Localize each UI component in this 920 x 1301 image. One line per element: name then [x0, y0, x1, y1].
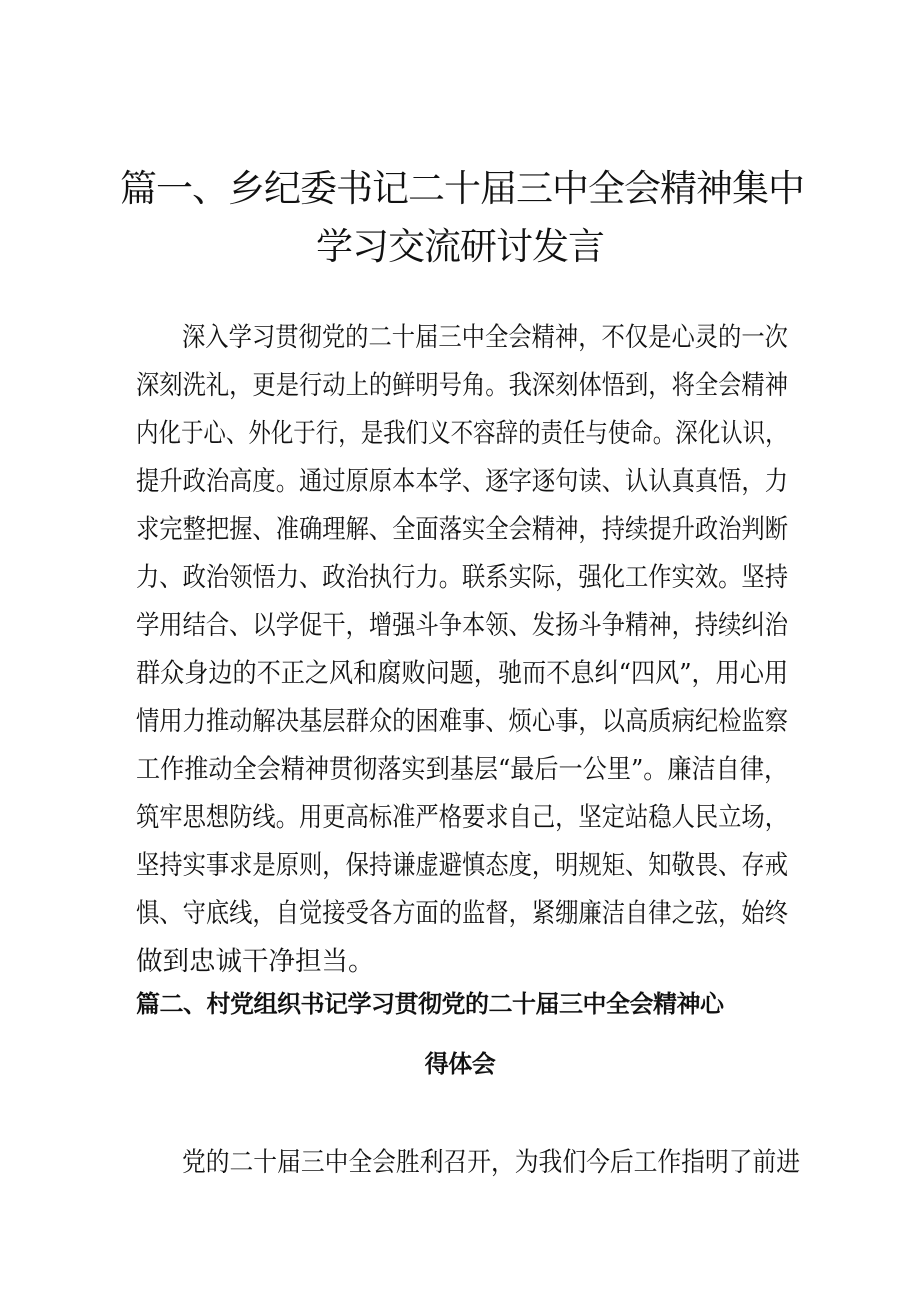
body-line: 坚持实事求是原则，保持谦虚避慎态度，明规矩、知敬畏、存戒: [136, 850, 788, 881]
body-line: 惧、守底线，自觉接受各方面的监督，紧绷廉洁自律之弦，始终: [136, 898, 788, 929]
body-line: 力、政治领悟力、政治执行力。联系实际，强化工作实效。坚持: [136, 562, 788, 593]
article1-title-line2: 学习交流研讨发言: [316, 225, 604, 268]
body-line: 筑牢思想防线。用更高标准严格要求自己，坚定站稳人民立场，: [136, 802, 788, 833]
body-line: 深入学习贯彻党的二十届三中全会精神，不仅是心灵的一次: [182, 322, 788, 353]
article2-body-first-line: 党的二十届三中全会胜利召开，为我们今后工作指明了前进: [182, 1147, 801, 1178]
body-line: 群众身边的不正之风和腐败问题，驰而不息纠“四风”，用心用: [136, 658, 789, 689]
body-line: 工作推动全会精神贯彻落实到基层“最后一公里”。廉洁自律，: [136, 754, 789, 785]
body-line: 学用结合、以学促干，增强斗争本领、发扬斗争精神，持续纠治: [136, 610, 788, 641]
body-line: 提升政治高度。通过原原本本学、逐字逐句读、认认真真悟，力: [136, 466, 788, 497]
article2-title-line1: 篇二、村党组织书记学习贯彻党的二十届三中全会精神心: [136, 990, 724, 1018]
article1-title-line1: 篇一、乡纪委书记二十届三中全会精神集中: [120, 167, 804, 210]
article2-title-line2: 得体会: [424, 1050, 496, 1078]
body-line: 情用力推动解决基层群众的困难事、烦心事，以高质病纪检监察: [136, 706, 788, 737]
body-line: 求完整把握、准确理解、全面落实全会精神，持续提升政治判断: [136, 514, 788, 545]
body-line: 做到忠诚干净担当。: [136, 946, 375, 977]
body-line: 内化于心、外化于行，是我们义不容辞的责任与使命。深化认识，: [136, 418, 788, 449]
body-line: 深刻洗礼，更是行动上的鲜明号角。我深刻体悟到，将全会精神: [136, 370, 788, 401]
